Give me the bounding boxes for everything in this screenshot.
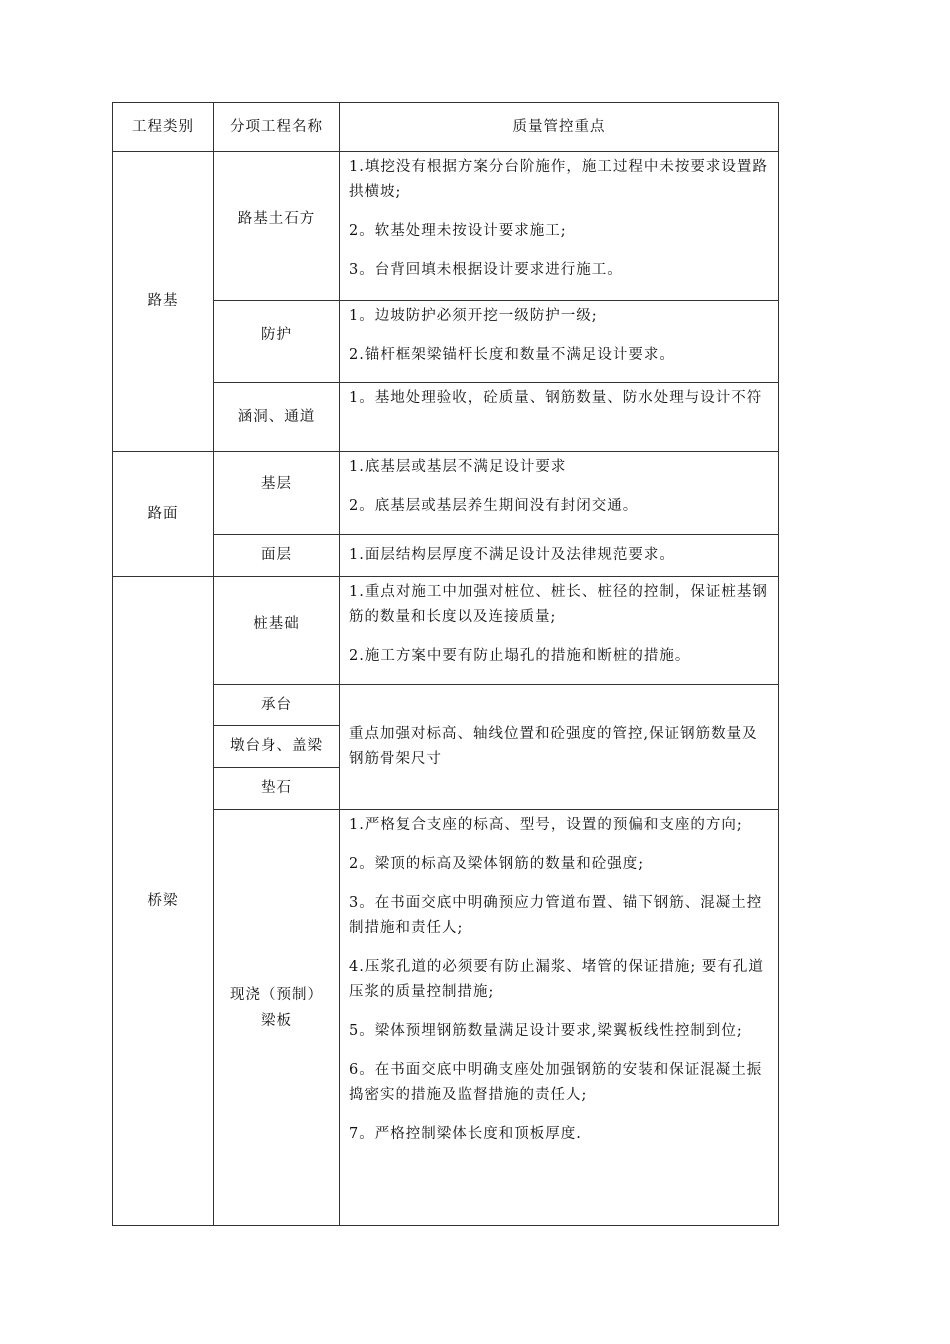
quality-points-cell <box>340 152 779 301</box>
quality-points-cell <box>340 301 779 383</box>
sub-project-name-line: 现浇（预制） <box>230 987 323 1003</box>
header-category: 工程类别 <box>113 103 214 152</box>
category-cell-roadbed: 路基 <box>113 152 214 452</box>
sub-project-cell: 面层 <box>214 535 340 577</box>
quality-point: 3。台背回填未根据设计要求进行施工。 <box>349 262 623 278</box>
sub-project-name-line: 梁板 <box>261 1013 292 1029</box>
header-quality-focus: 质量管控重点 <box>340 103 779 152</box>
quality-point: 1。边坡防护必须开挖一级防护一级; <box>349 308 598 324</box>
quality-point: 1.底基层或基层不满足设计要求 <box>349 459 567 475</box>
sub-project-cell: 路基土石方 <box>214 152 340 301</box>
quality-point: 2。底基层或基层养生期间没有封闭交通。 <box>349 498 639 514</box>
quality-control-table <box>112 102 779 1226</box>
table-header-row <box>113 103 779 152</box>
table-row <box>113 577 779 685</box>
quality-point: 2.锚杆框架梁锚杆长度和数量不满足设计要求。 <box>349 347 675 363</box>
category-cell-bridge: 桥梁 <box>113 577 214 1226</box>
quality-points-cell <box>340 810 779 1226</box>
quality-point: 1.重点对施工中加强对桩位、桩长、桩径的控制，保证桩基钢筋的数量和长度以及连接质量; <box>349 584 768 625</box>
table-row <box>113 152 779 301</box>
sub-project-cell: 墩台身、盖梁 <box>214 726 340 768</box>
category-cell-pavement: 路面 <box>113 452 214 577</box>
quality-points-cell <box>340 383 779 452</box>
quality-point: 7。严格控制梁体长度和顶板厚度. <box>349 1126 582 1142</box>
sub-project-cell: 承台 <box>214 685 340 726</box>
quality-point: 6。在书面交底中明确支座处加强钢筋的安装和保证混凝土振捣密实的措施及监督措施的责任人; <box>349 1062 763 1103</box>
quality-point: 2。软基处理未按设计要求施工; <box>349 223 567 239</box>
quality-point: 4.压浆孔道的必须要有防止漏浆、堵管的保证措施; 要有孔道压浆的质量控制措施; <box>349 959 764 1000</box>
sub-project-cell <box>214 810 340 1226</box>
quality-point: 1.严格复合支座的标高、型号，设置的预偏和支座的方向; <box>349 817 743 833</box>
quality-point: 2。梁顶的标高及梁体钢筋的数量和砼强度; <box>349 856 645 872</box>
sub-project-cell: 垫石 <box>214 768 340 810</box>
sub-project-cell: 桩基础 <box>214 577 340 685</box>
quality-points-cell <box>340 577 779 685</box>
quality-points-cell <box>340 452 779 535</box>
sub-project-cell: 基层 <box>214 452 340 535</box>
quality-point: 1.填挖没有根据方案分台阶施作，施工过程中未按要求设置路拱横坡; <box>349 159 768 200</box>
sub-project-cell: 防护 <box>214 301 340 383</box>
sub-project-cell: 涵洞、通道 <box>214 383 340 452</box>
quality-point: 5。梁体预埋钢筋数量满足设计要求,梁翼板线性控制到位; <box>349 1023 743 1039</box>
shared-quality-point: 重点加强对标高、轴线位置和砼强度的管控,保证钢筋数量及钢筋骨架尺寸 <box>340 685 779 810</box>
quality-point: 1。基地处理验收，砼质量、钢筋数量、防水处理与设计不符 <box>349 390 763 406</box>
quality-point: 3。在书面交底中明确预应力管道布置、锚下钢筋、混凝土控制措施和责任人; <box>349 895 763 936</box>
header-sub-project: 分项工程名称 <box>214 103 340 152</box>
table-row <box>113 452 779 535</box>
quality-point: 1.面层结构层厚度不满足设计及法律规范要求。 <box>340 535 779 577</box>
quality-point: 2.施工方案中要有防止塌孔的措施和断桩的措施。 <box>349 648 691 664</box>
